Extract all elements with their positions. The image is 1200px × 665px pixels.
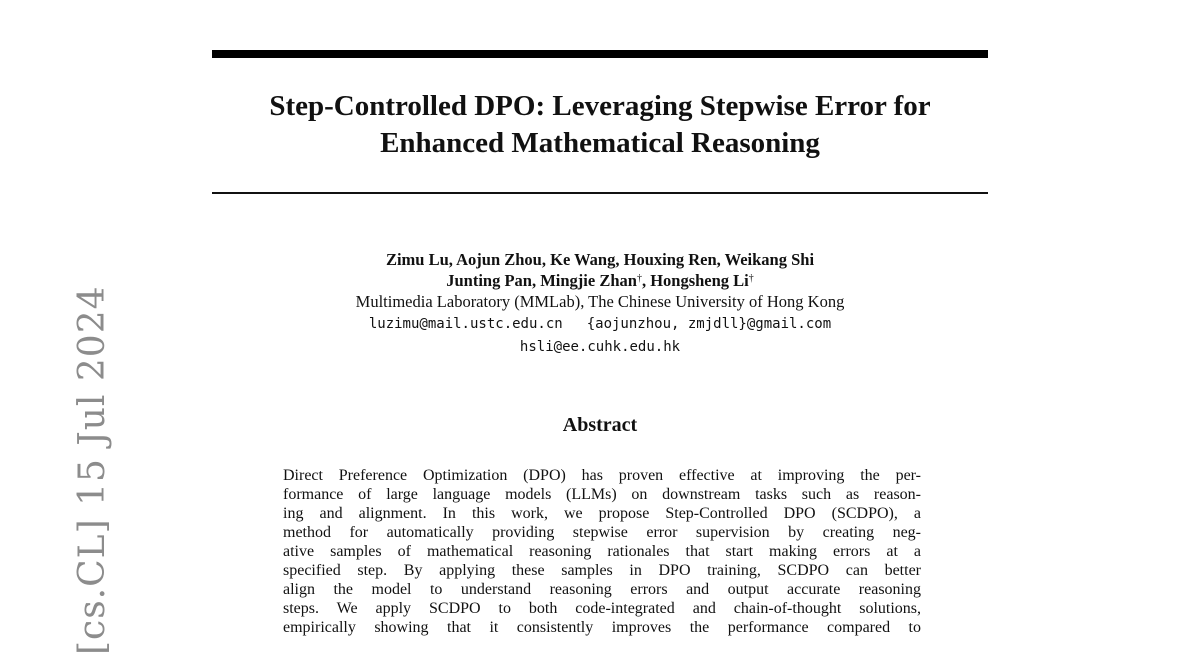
abstract-line: empirically showing that it consistently improves the performance compared to [283,619,921,636]
title-bottom-rule [212,192,988,194]
corresponding-dagger-2: † [748,273,754,284]
arxiv-stamp-text: [cs.CL] 15 Jul 2024 [72,285,113,655]
email-row-2 [212,335,988,358]
abstract-line: Direct Preference Optimization (DPO) has proven effective at improving the per- [283,467,921,484]
abstract-line: ing and alignment. In this work, we propose Step-Controlled DPO (SCDPO), a [283,505,921,522]
abstract-heading: Abstract [562,414,638,436]
abstract-line: method for automatically providing stepwise error supervision by creating neg- [283,524,921,541]
author-line-1: Zimu Lu, Aojun Zhou, Ke Wang, Houxing Ren, Weikang Shi [385,250,815,269]
corresponding-dagger-1: † [636,273,642,284]
author-names-a: Junting Pan, Mingjie Zhan [446,271,637,290]
abstract-line: formance of large language models (LLMs) on downstream tasks such as reason- [283,486,921,503]
abstract-body [283,466,921,637]
author-line-2 [212,270,988,291]
email-2: {aojunzhou, zmjdll}@gmail.com [586,316,832,332]
author-names-b: Hongsheng Li [650,271,749,290]
arxiv-side-stamp [22,285,113,665]
title-line-2: Enhanced Mathematical Reasoning [380,127,820,159]
email-1: luzimu@mail.ustc.edu.cn [368,316,563,332]
title-top-rule [212,50,988,58]
abstract-line: specified step. By applying these samples in DPO training, SCDPO can better [283,562,921,579]
abstract-line: steps. We apply SCDPO to both code-integrated and chain-of-thought solutions, [283,600,921,617]
author-separator: , [641,271,651,290]
title-line-1: Step-Controlled DPO: Leveraging Stepwise Error for [269,90,931,122]
email-3: hsli@ee.cuhk.edu.hk [519,339,681,355]
abstract-line: ative samples of mathematical reasoning rationales that start making errors at a [283,543,921,560]
abstract-line: align the model to understand reasoning errors and output accurate reasoning [283,581,921,598]
email-row-1 [212,312,988,335]
paper-title [212,88,988,162]
affiliation: Multimedia Laboratory (MMLab), The Chinese University of Hong Kong [355,292,845,311]
author-block [212,249,988,358]
